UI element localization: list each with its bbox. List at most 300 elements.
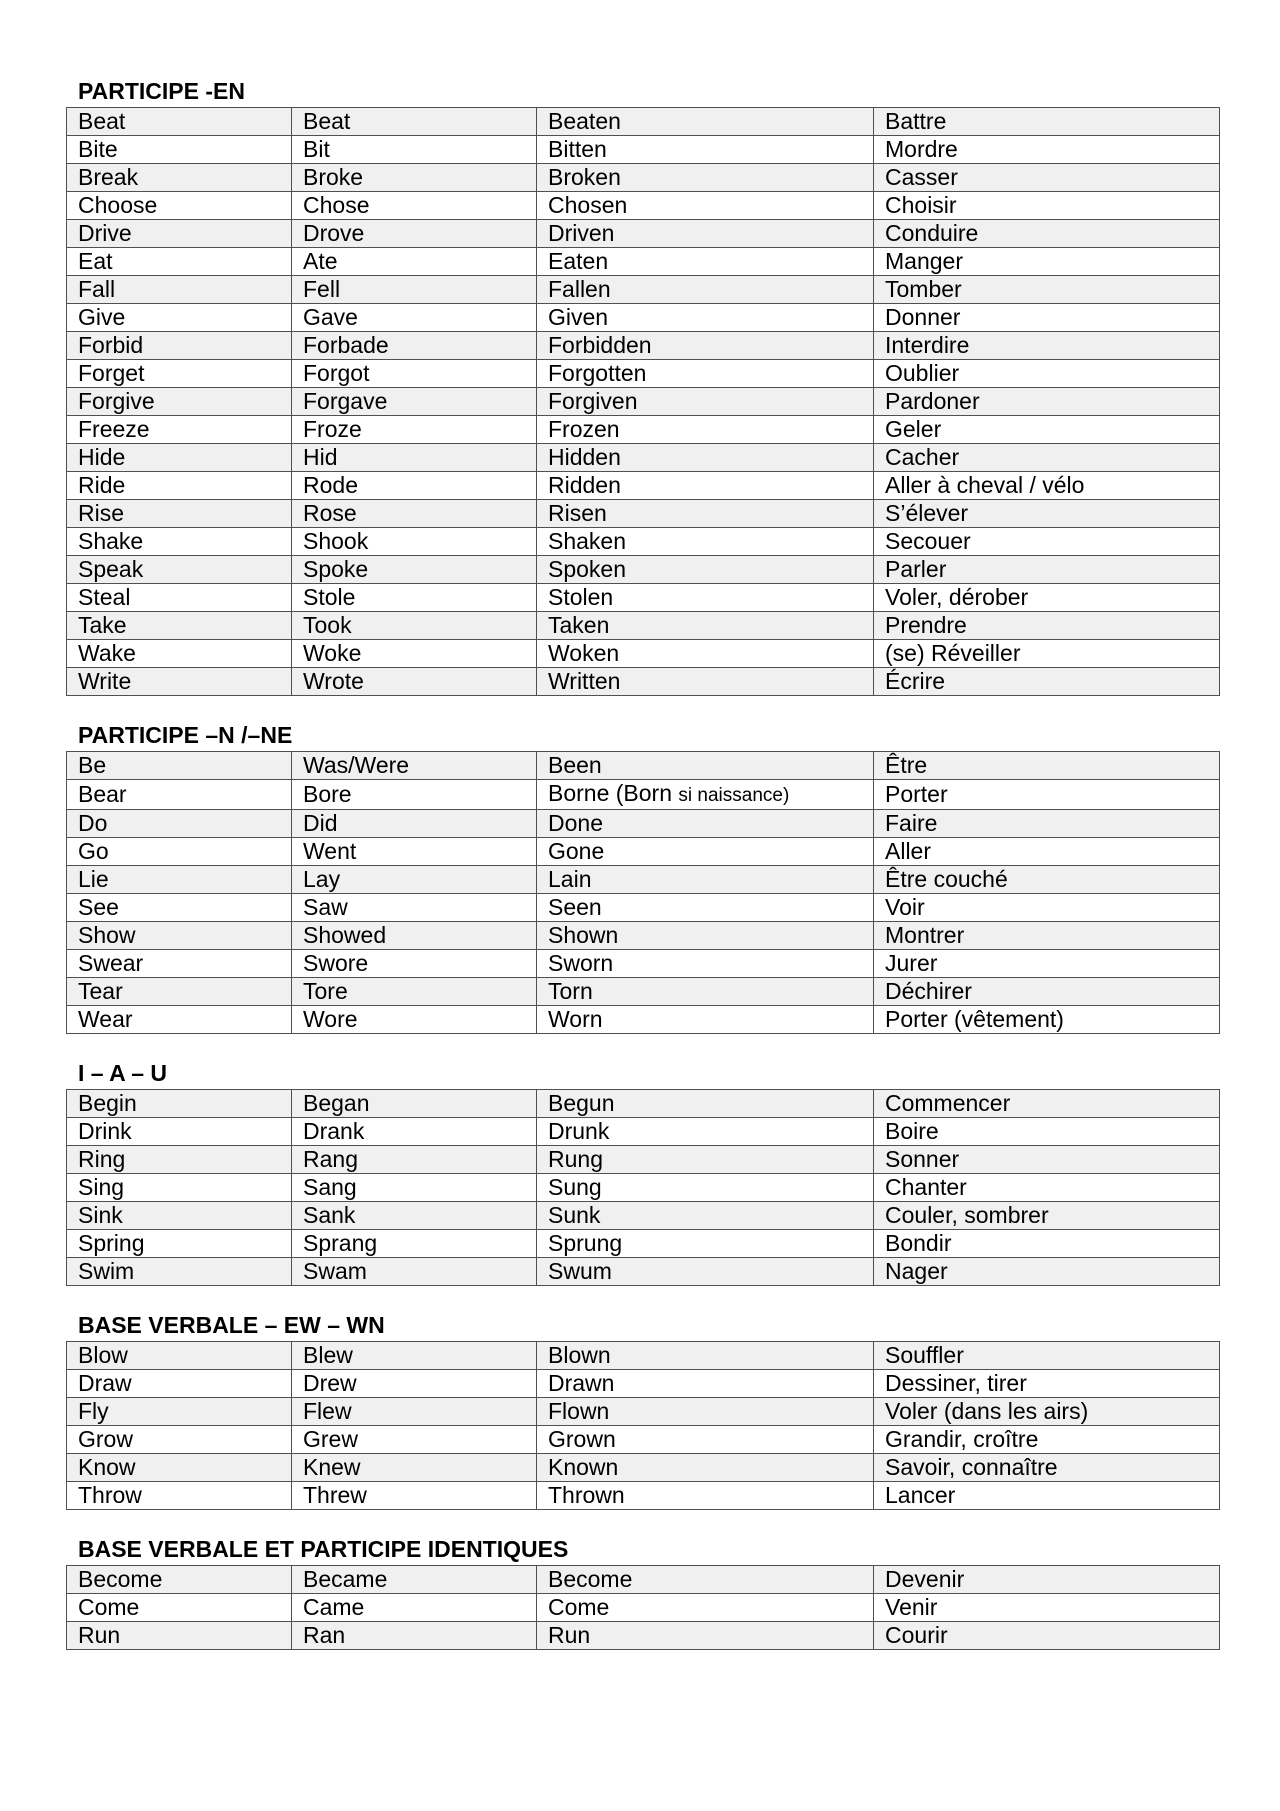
cell-text: Sprung — [548, 1230, 623, 1256]
preterit-cell — [292, 276, 537, 304]
base-verbale-cell — [67, 304, 292, 332]
base-verbale-cell — [67, 136, 292, 164]
table-row — [67, 584, 1220, 612]
cell-text: Drawn — [548, 1370, 615, 1396]
section-title: BASE VERBALE – EW – WN — [78, 1312, 385, 1338]
base-verbale-cell — [67, 108, 292, 136]
cell-text: Tomber — [885, 276, 962, 302]
traduction-cell — [874, 192, 1220, 220]
preterit-cell — [292, 220, 537, 248]
cell-text: Commencer — [885, 1090, 1011, 1116]
cell-text: Broken — [548, 164, 621, 190]
base-verbale-cell — [67, 752, 292, 780]
cell-text: Lay — [303, 866, 341, 892]
traduction-cell — [874, 556, 1220, 584]
participe-passe-cell — [537, 416, 874, 444]
traduction-cell — [874, 1230, 1220, 1258]
base-verbale-cell — [67, 1398, 292, 1426]
participe-passe-cell — [537, 1230, 874, 1258]
traduction-cell — [874, 444, 1220, 472]
cell-text: Secouer — [885, 528, 971, 554]
cell-text: Speak — [78, 556, 144, 582]
cell-text: Chosen — [548, 192, 628, 218]
cell-text: Bit — [303, 136, 330, 162]
cell-text: Courir — [885, 1622, 948, 1648]
cell-text: Shook — [303, 528, 369, 554]
verb-table — [66, 107, 1220, 696]
base-verbale-cell — [67, 1454, 292, 1482]
cell-text: Broke — [303, 164, 364, 190]
participe-passe-cell — [537, 192, 874, 220]
preterit-cell — [292, 922, 537, 950]
cell-text: Went — [303, 838, 357, 864]
cell-text: Déchirer — [885, 978, 972, 1004]
cell-text: Forbidden — [548, 332, 652, 358]
participe-passe-cell — [537, 1258, 874, 1286]
traduction-cell — [874, 866, 1220, 894]
cell-text: Woke — [303, 640, 362, 666]
cell-text: Mordre — [885, 136, 958, 162]
preterit-cell — [292, 1174, 537, 1202]
cell-text: Wrote — [303, 668, 364, 694]
table-row — [67, 894, 1220, 922]
cell-text: Ate — [303, 248, 338, 274]
table-row — [67, 922, 1220, 950]
cell-text: Parler — [885, 556, 947, 582]
traduction-cell — [874, 668, 1220, 696]
preterit-cell — [292, 640, 537, 668]
base-verbale-cell — [67, 388, 292, 416]
preterit-cell — [292, 1482, 537, 1510]
table-row — [67, 1566, 1220, 1594]
traduction-cell — [874, 360, 1220, 388]
cell-text: Blow — [78, 1342, 128, 1368]
traduction-cell — [874, 978, 1220, 1006]
cell-text: Geler — [885, 416, 942, 442]
base-verbale-cell — [67, 528, 292, 556]
cell-text: Rise — [78, 500, 125, 526]
base-verbale-cell — [67, 640, 292, 668]
cell-text: Written — [548, 668, 621, 694]
cell-text: Aller — [885, 838, 932, 864]
cell-text: Eaten — [548, 248, 609, 274]
cell-text: Bear — [78, 781, 127, 807]
preterit-cell — [292, 1202, 537, 1230]
preterit-cell — [292, 332, 537, 360]
participe-passe-cell — [537, 276, 874, 304]
traduction-cell — [874, 472, 1220, 500]
cell-text: Interdire — [885, 332, 970, 358]
cell-text: S’élever — [885, 500, 969, 526]
cell-text: Sank — [303, 1202, 356, 1228]
preterit-cell — [292, 472, 537, 500]
cell-text: Run — [78, 1622, 121, 1648]
cell-text: Wore — [303, 1006, 358, 1032]
preterit-cell — [292, 1370, 537, 1398]
cell-text: Porter — [885, 781, 948, 807]
section-3 — [66, 1058, 1219, 1286]
cell-text: Voir — [885, 894, 925, 920]
table-row — [67, 1370, 1220, 1398]
cell-text: Porter (vêtement) — [885, 1006, 1064, 1032]
participe-passe-cell — [537, 1090, 874, 1118]
base-verbale-cell — [67, 500, 292, 528]
base-verbale-cell — [67, 1594, 292, 1622]
traduction-cell — [874, 1202, 1220, 1230]
cell-text: Become — [78, 1566, 163, 1592]
cell-text: Venir — [885, 1594, 938, 1620]
participe-passe-cell — [537, 640, 874, 668]
cell-text: Lancer — [885, 1482, 956, 1508]
traduction-cell — [874, 1090, 1220, 1118]
verb-table — [66, 751, 1220, 1034]
preterit-cell — [292, 668, 537, 696]
cell-text: Devenir — [885, 1566, 965, 1592]
participe-passe-cell — [537, 668, 874, 696]
participe-passe-cell — [537, 584, 874, 612]
cell-text: Tore — [303, 978, 348, 1004]
preterit-cell — [292, 1398, 537, 1426]
preterit-cell — [292, 444, 537, 472]
cell-text: Swear — [78, 950, 144, 976]
cell-text: Fall — [78, 276, 116, 302]
traduction-cell — [874, 1006, 1220, 1034]
traduction-cell — [874, 612, 1220, 640]
participe-passe-cell — [537, 950, 874, 978]
cell-text: Donner — [885, 304, 961, 330]
cell-text: Began — [303, 1090, 370, 1116]
preterit-cell — [292, 1006, 537, 1034]
cell-text: Ring — [78, 1146, 126, 1172]
traduction-cell — [874, 1370, 1220, 1398]
table-row — [67, 1146, 1220, 1174]
traduction-cell — [874, 838, 1220, 866]
cell-text: Choose — [78, 192, 158, 218]
base-verbale-cell — [67, 978, 292, 1006]
preterit-cell — [292, 866, 537, 894]
preterit-cell — [292, 192, 537, 220]
cell-text: Drink — [78, 1118, 132, 1144]
cell-text: Shaken — [548, 528, 627, 554]
cell-text: Jurer — [885, 950, 938, 976]
cell-text: Drunk — [548, 1118, 610, 1144]
cell-text: Break — [78, 164, 139, 190]
traduction-cell — [874, 528, 1220, 556]
traduction-cell — [874, 1454, 1220, 1482]
participe-passe-cell — [537, 444, 874, 472]
base-verbale-cell — [67, 1482, 292, 1510]
table-row — [67, 388, 1220, 416]
cell-text: Done — [548, 810, 603, 836]
traduction-cell — [874, 108, 1220, 136]
cell-text: Come — [548, 1594, 610, 1620]
base-verbale-cell — [67, 1090, 292, 1118]
section-title: PARTICIPE –N /–NE — [78, 722, 293, 748]
table-row — [67, 164, 1220, 192]
cell-text: Throw — [78, 1482, 142, 1508]
base-verbale-cell — [67, 360, 292, 388]
verb-table — [66, 1565, 1220, 1650]
table-row — [67, 780, 1220, 810]
base-verbale-cell — [67, 1174, 292, 1202]
participe-passe-cell — [537, 1566, 874, 1594]
cell-text: Wear — [78, 1006, 133, 1032]
preterit-cell — [292, 500, 537, 528]
cell-text: Freeze — [78, 416, 150, 442]
participe-passe-cell — [537, 894, 874, 922]
cell-text: Sung — [548, 1174, 602, 1200]
participe-passe-cell — [537, 360, 874, 388]
participe-passe-cell — [537, 1006, 874, 1034]
cell-text: Sing — [78, 1174, 125, 1200]
cell-text: Write — [78, 668, 132, 694]
participe-passe-cell — [537, 752, 874, 780]
cell-text: Tear — [78, 978, 123, 1004]
cell-text: Stole — [303, 584, 356, 610]
base-verbale-cell — [67, 780, 292, 810]
traduction-cell — [874, 220, 1220, 248]
cell-text: Beat — [303, 108, 351, 134]
participe-passe-cell — [537, 1174, 874, 1202]
cell-text: Rose — [303, 500, 357, 526]
cell-text: Flown — [548, 1398, 610, 1424]
table-row — [67, 1202, 1220, 1230]
preterit-cell — [292, 950, 537, 978]
cell-text: Driven — [548, 220, 615, 246]
preterit-cell — [292, 1454, 537, 1482]
participe-passe-cell — [537, 1146, 874, 1174]
traduction-cell — [874, 164, 1220, 192]
cell-text: Fly — [78, 1398, 109, 1424]
cell-text: Savoir, connaître — [885, 1454, 1058, 1480]
base-verbale-cell — [67, 276, 292, 304]
cell-text: Aller à cheval / vélo — [885, 472, 1085, 498]
cell-text: Seen — [548, 894, 602, 920]
participe-passe-cell — [537, 1454, 874, 1482]
base-verbale-cell — [67, 416, 292, 444]
traduction-cell — [874, 276, 1220, 304]
traduction-cell — [874, 640, 1220, 668]
preterit-cell — [292, 1090, 537, 1118]
preterit-cell — [292, 108, 537, 136]
preterit-cell — [292, 1118, 537, 1146]
cell-text: Fallen — [548, 276, 611, 302]
cell-text: Eat — [78, 248, 113, 274]
cell-text: Swam — [303, 1258, 367, 1284]
participe-passe-cell — [537, 500, 874, 528]
preterit-cell — [292, 894, 537, 922]
table-row — [67, 1118, 1220, 1146]
cell-text: Manger — [885, 248, 963, 274]
participe-passe-cell — [537, 472, 874, 500]
traduction-cell — [874, 950, 1220, 978]
table-row — [67, 1090, 1220, 1118]
table-row — [67, 1398, 1220, 1426]
cell-text: Spoken — [548, 556, 627, 582]
preterit-cell — [292, 556, 537, 584]
cell-text: Was/Were — [303, 752, 410, 778]
cell-text: Boire — [885, 1118, 939, 1144]
table-row — [67, 950, 1220, 978]
table-row — [67, 416, 1220, 444]
cell-text: Draw — [78, 1370, 132, 1396]
preterit-cell — [292, 1594, 537, 1622]
section-1 — [66, 76, 1219, 696]
table-row — [67, 1454, 1220, 1482]
cell-text: Grandir, croître — [885, 1426, 1039, 1452]
verb-table — [66, 1089, 1220, 1286]
traduction-cell — [874, 304, 1220, 332]
table-row — [67, 866, 1220, 894]
cell-text: Hide — [78, 444, 126, 470]
traduction-cell — [874, 1174, 1220, 1202]
table-row — [67, 444, 1220, 472]
participe-passe-cell — [537, 612, 874, 640]
cell-text: Hidden — [548, 444, 621, 470]
cell-text: Gave — [303, 304, 358, 330]
table-row — [67, 248, 1220, 276]
table-row — [67, 220, 1220, 248]
preterit-cell — [292, 1622, 537, 1650]
cell-text: Be — [78, 752, 107, 778]
cell-text: Did — [303, 810, 338, 836]
cell-text: See — [78, 894, 119, 920]
traduction-cell — [874, 1566, 1220, 1594]
preterit-cell — [292, 164, 537, 192]
cell-text: Drank — [303, 1118, 365, 1144]
cell-text: Woken — [548, 640, 620, 666]
base-verbale-cell — [67, 866, 292, 894]
preterit-cell — [292, 360, 537, 388]
cell-text: Chose — [303, 192, 370, 218]
cell-text: Stolen — [548, 584, 614, 610]
cell-text: Bite — [78, 136, 118, 162]
participe-passe-cell — [537, 1594, 874, 1622]
cell-text: Became — [303, 1566, 388, 1592]
preterit-cell — [292, 1426, 537, 1454]
preterit-cell — [292, 612, 537, 640]
participe-passe-cell — [537, 780, 874, 810]
cell-text: Worn — [548, 1006, 603, 1032]
cell-text: Forgave — [303, 388, 388, 414]
base-verbale-cell — [67, 1426, 292, 1454]
cell-text: Hid — [303, 444, 338, 470]
participe-passe-cell — [537, 248, 874, 276]
base-verbale-cell — [67, 1258, 292, 1286]
table-row — [67, 1006, 1220, 1034]
base-verbale-cell — [67, 1146, 292, 1174]
table-row — [67, 136, 1220, 164]
cell-text: Souffler — [885, 1342, 964, 1368]
cell-text: Fell — [303, 276, 341, 302]
cell-text: Take — [78, 612, 127, 638]
cell-text: Casser — [885, 164, 958, 190]
traduction-cell — [874, 1146, 1220, 1174]
cell-text: Oublier — [885, 360, 960, 386]
base-verbale-cell — [67, 1006, 292, 1034]
cell-text: Begun — [548, 1090, 615, 1116]
cell-text: Beaten — [548, 108, 621, 134]
base-verbale-cell — [67, 472, 292, 500]
preterit-cell — [292, 388, 537, 416]
cell-text: Took — [303, 612, 352, 638]
cell-text: Lain — [548, 866, 592, 892]
table-row — [67, 472, 1220, 500]
preterit-cell — [292, 752, 537, 780]
participe-passe-cell — [537, 304, 874, 332]
section-2 — [66, 720, 1219, 1034]
cell-text: Become — [548, 1566, 633, 1592]
base-verbale-cell — [67, 1230, 292, 1258]
traduction-cell — [874, 1426, 1220, 1454]
table-row — [67, 276, 1220, 304]
participe-passe-cell — [537, 1202, 874, 1230]
cell-text: Frozen — [548, 416, 620, 442]
cell-text: Rode — [303, 472, 358, 498]
cell-text: Came — [303, 1594, 365, 1620]
cell-text: Knew — [303, 1454, 361, 1480]
cell-text: Gone — [548, 838, 605, 864]
table-row — [67, 1482, 1220, 1510]
traduction-cell — [874, 248, 1220, 276]
participe-passe-cell — [537, 388, 874, 416]
cell-text: Couler, sombrer — [885, 1202, 1049, 1228]
table-row — [67, 500, 1220, 528]
preterit-cell — [292, 248, 537, 276]
cell-text: (se) Réveiller — [885, 640, 1021, 666]
cell-text: Ride — [78, 472, 126, 498]
base-verbale-cell — [67, 556, 292, 584]
cell-text: Cacher — [885, 444, 960, 470]
cell-text: Blown — [548, 1342, 611, 1368]
table-row — [67, 810, 1220, 838]
cell-text: Grown — [548, 1426, 616, 1452]
cell-text: Showed — [303, 922, 387, 948]
cell-text: Battre — [885, 108, 947, 134]
cell-text: Torn — [548, 978, 593, 1004]
cell-text: Grew — [303, 1426, 358, 1452]
section-title: PARTICIPE -EN — [78, 78, 245, 104]
cell-text: Bitten — [548, 136, 607, 162]
section-title: BASE VERBALE ET PARTICIPE IDENTIQUES — [78, 1536, 569, 1562]
cell-text: Sunk — [548, 1202, 601, 1228]
participe-passe-cell — [537, 1398, 874, 1426]
cell-text: Been — [548, 752, 602, 778]
participe-passe-cell — [537, 332, 874, 360]
cell-text: Go — [78, 838, 109, 864]
preterit-cell — [292, 780, 537, 810]
preterit-cell — [292, 978, 537, 1006]
traduction-cell — [874, 810, 1220, 838]
traduction-cell — [874, 752, 1220, 780]
table-row — [67, 192, 1220, 220]
participe-passe-cell — [537, 1118, 874, 1146]
cell-text: Blew — [303, 1342, 353, 1368]
cell-text: Threw — [303, 1482, 367, 1508]
base-verbale-cell — [67, 1566, 292, 1594]
table-row — [67, 1258, 1220, 1286]
cell-text: Begin — [78, 1090, 137, 1116]
verb-list-document — [66, 76, 1219, 1674]
traduction-cell — [874, 416, 1220, 444]
base-verbale-cell — [67, 1342, 292, 1370]
table-row — [67, 612, 1220, 640]
participe-passe-cell — [537, 978, 874, 1006]
cell-text: Ridden — [548, 472, 621, 498]
cell-text: Écrire — [885, 668, 946, 694]
cell-text: Forgot — [303, 360, 370, 386]
cell-text: Forbade — [303, 332, 389, 358]
